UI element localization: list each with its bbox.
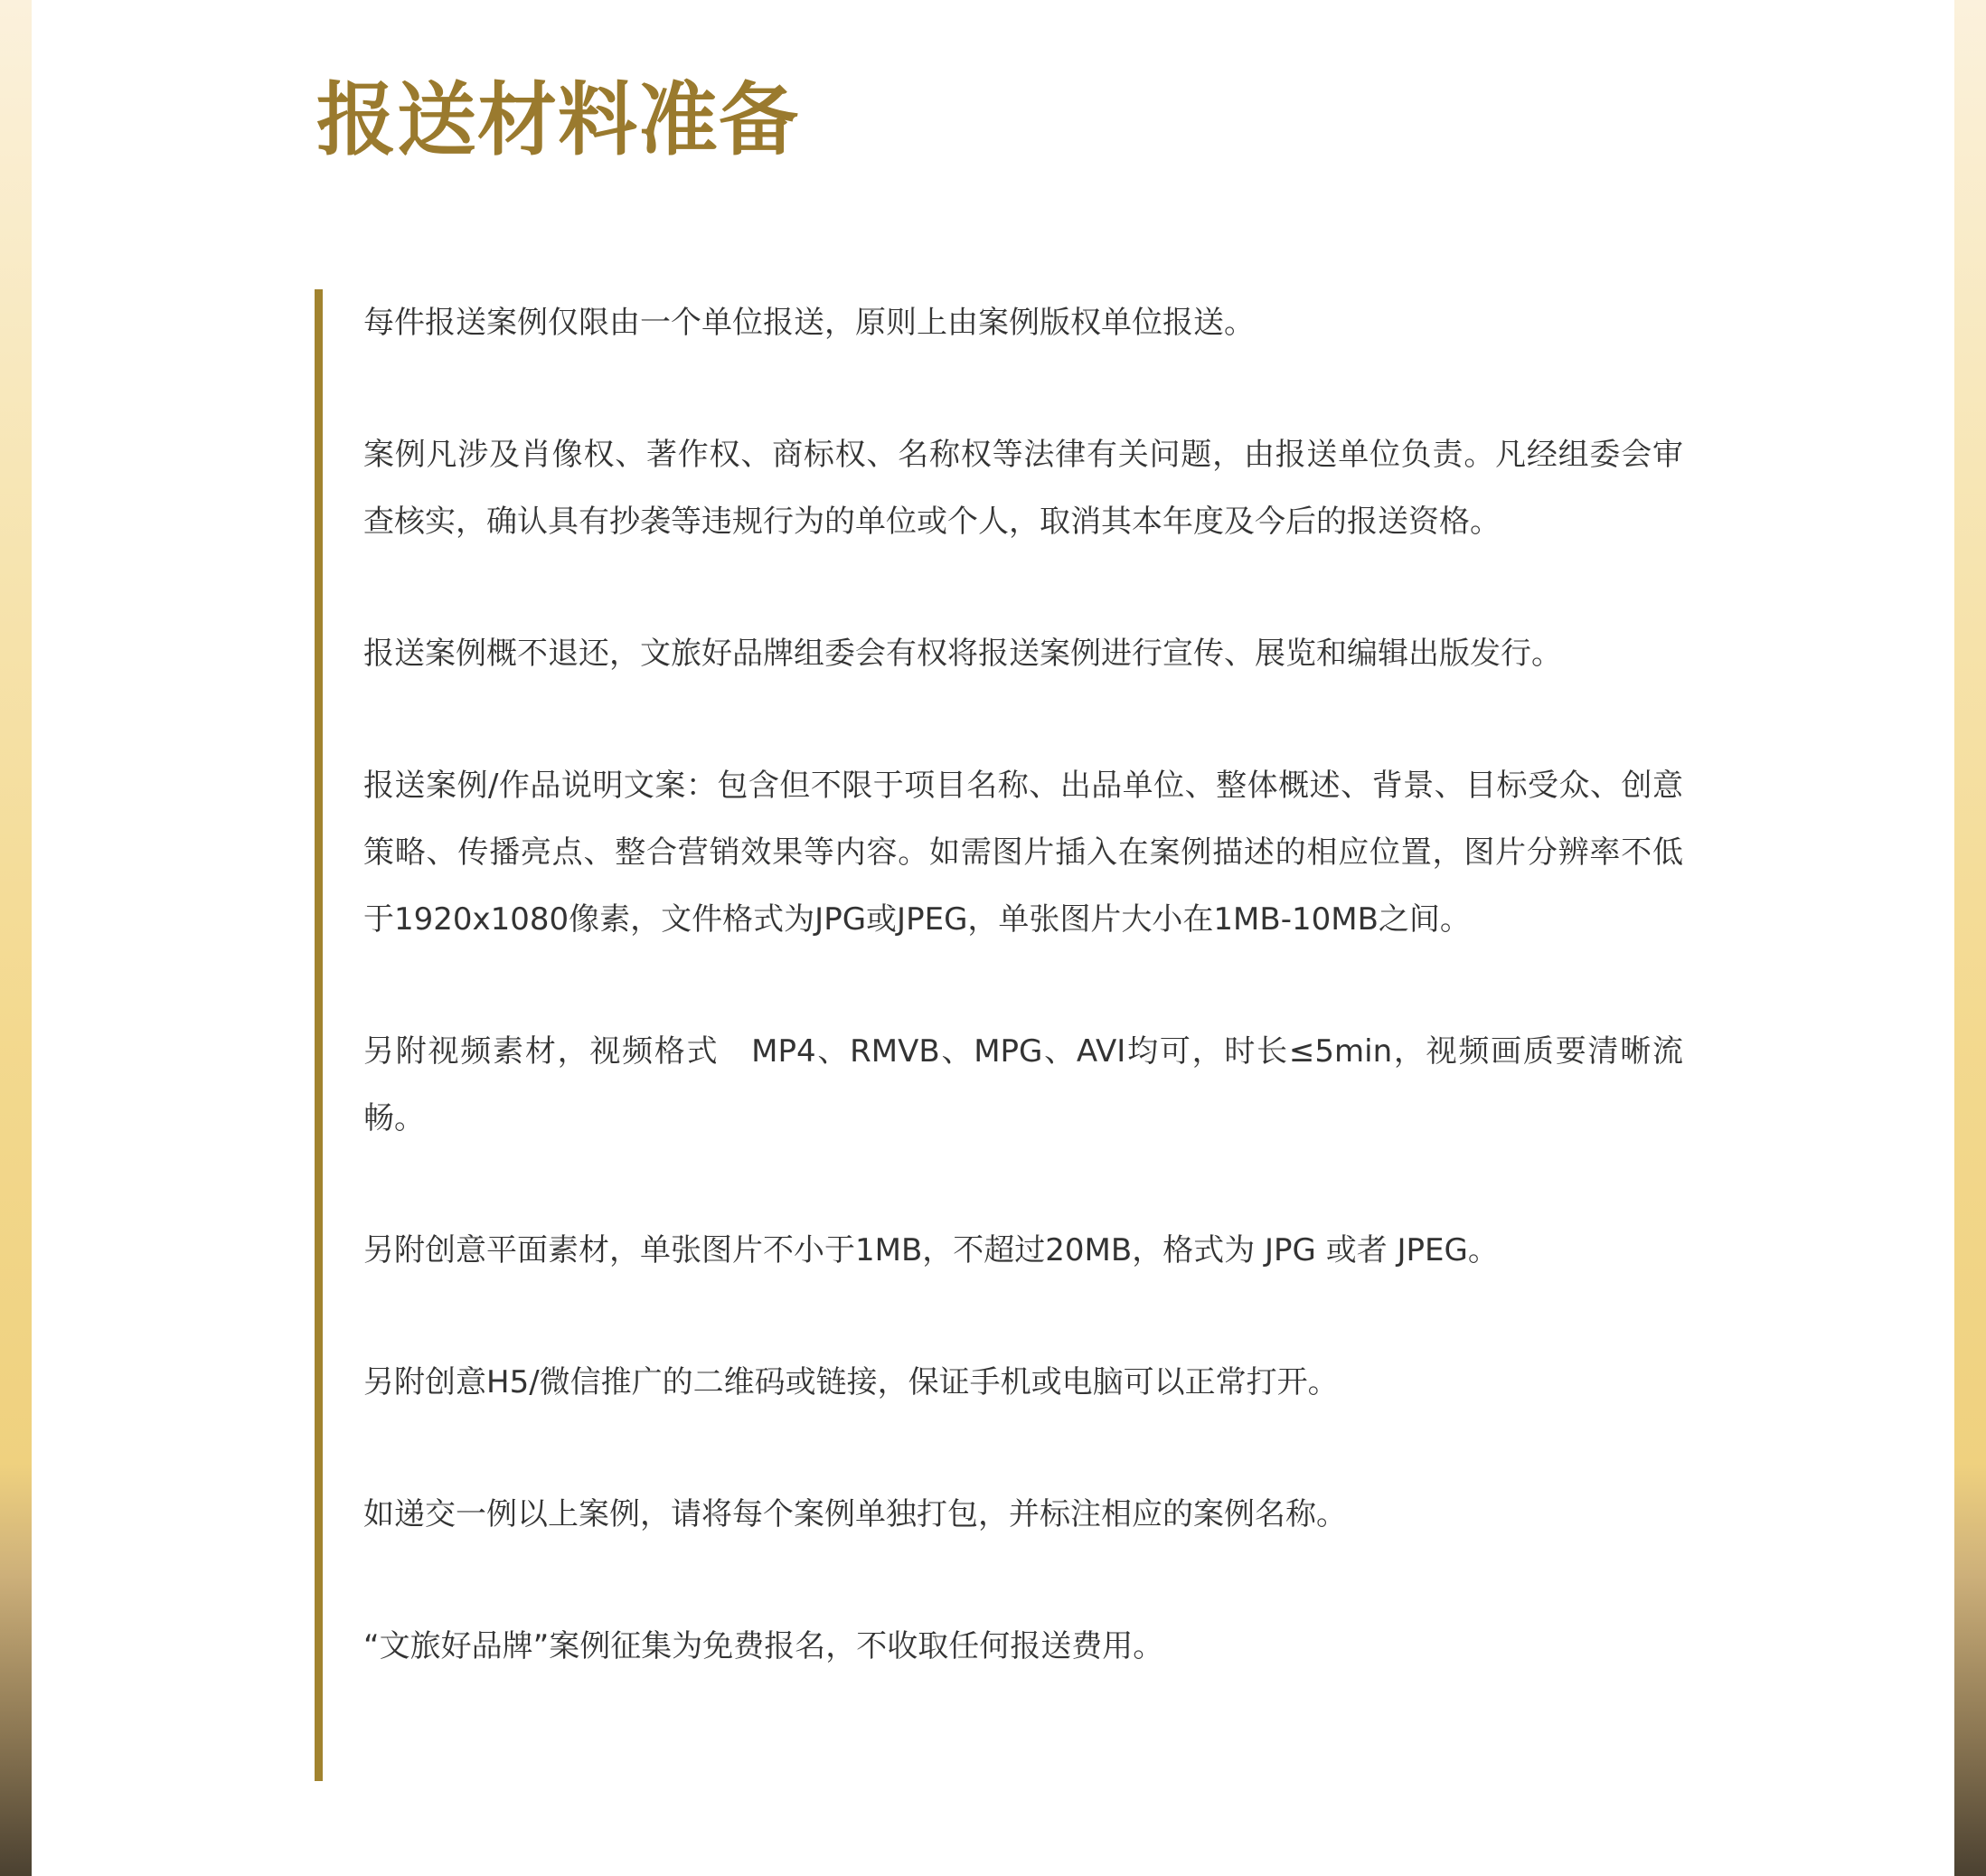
requirement-paragraph: 另附创意H5/微信推广的二维码或链接，保证手机或电脑可以正常打开。 — [363, 1364, 1339, 1400]
requirement-paragraph: 如递交一例以上案例，请将每个案例单独打包，并标注相应的案例名称。 — [363, 1496, 1347, 1532]
accent-bar — [315, 289, 323, 1781]
right-decorative-strip — [1954, 0, 1986, 1876]
requirement-paragraph: 报送案例概不退还，文旅好品牌组委会有权将报送案例进行宣传、展览和编辑出版发行。 — [363, 636, 1562, 672]
requirement-paragraph: 另附创意平面素材，单张图片不小于1MB，不超过20MB，格式为 JPG 或者 JPEG。 — [363, 1232, 1499, 1268]
page-title: 报送材料准备 — [316, 73, 800, 166]
requirement-paragraph: 另附视频素材，视频格式 MP4、RMVB、MPG、AVI均可，时长≤5min，视频画质要清晰流畅。 — [363, 1033, 1683, 1136]
requirement-paragraph: 报送案例/作品说明文案：包含但不限于项目名称、出品单位、整体概述、背景、目标受众、创意策略、传播亮点、整合营销效果等内容。如需图片插入在案例描述的相应位置，图片分辨率不低于1920x1080像素，文件格式为JPG或JPEG，单张图片大小在1MB-10MB之间。 — [363, 768, 1683, 938]
requirement-paragraph: “文旅好品牌”案例征集为免费报名，不收取任何报送费用。 — [363, 1628, 1164, 1664]
requirements-list — [363, 289, 1683, 1680]
document-page — [32, 0, 1954, 1876]
requirement-paragraph: 案例凡涉及肖像权、著作权、商标权、名称权等法律有关问题，由报送单位负责。凡经组委会审查核实，确认具有抄袭等违规行为的单位或个人，取消其本年度及今后的报送资格。 — [363, 437, 1683, 540]
requirements-block — [315, 289, 1725, 1781]
left-decorative-strip — [0, 0, 32, 1876]
requirement-paragraph: 每件报送案例仅限由一个单位报送，原则上由案例版权单位报送。 — [363, 305, 1255, 341]
